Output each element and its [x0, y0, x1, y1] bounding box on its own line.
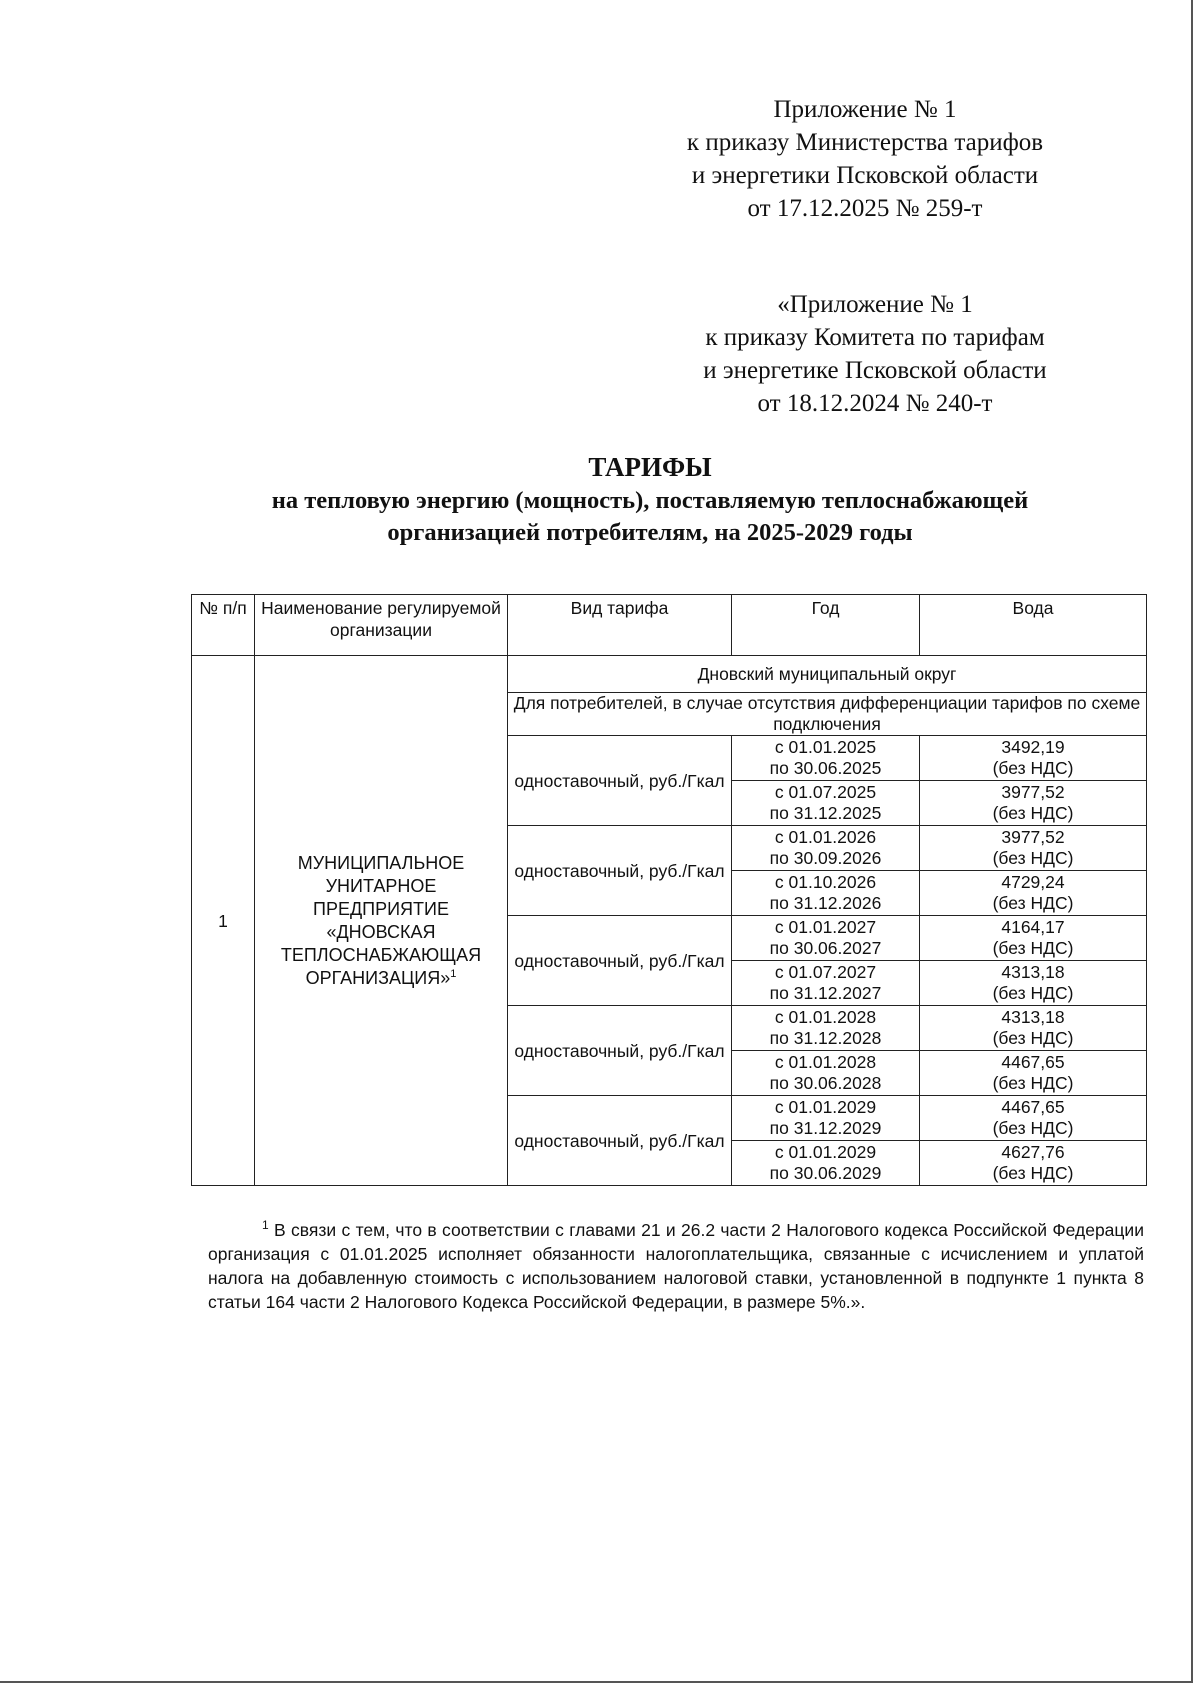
- price-vat-note: (без НДС): [992, 758, 1074, 778]
- header-water: Вода: [920, 595, 1147, 656]
- annex-previous-line: от 18.12.2024 № 240-т: [757, 390, 993, 417]
- price-vat-note: (без НДС): [992, 938, 1074, 958]
- price-cell: [920, 1096, 1147, 1141]
- period-from: с 01.01.2029: [774, 1097, 877, 1117]
- price-vat-note: (без НДС): [992, 803, 1074, 823]
- annex-current-line: Приложение № 1: [773, 96, 957, 123]
- period-to: по 31.12.2025: [769, 803, 882, 823]
- subtitle-line: на тепловую энергию (мощность), поставляемую теплоснабжающей: [271, 487, 1029, 514]
- district-row: [192, 656, 1147, 693]
- price-value: 3977,52: [1001, 827, 1065, 847]
- tariff-type: одноставочный, руб./Гкал: [508, 736, 732, 826]
- period-cell: [732, 1051, 920, 1096]
- price-cell: [920, 1141, 1147, 1186]
- annex-previous-reference: [665, 288, 1085, 420]
- price-cell: [920, 1051, 1147, 1096]
- period-cell: [732, 916, 920, 961]
- period-cell: [732, 961, 920, 1006]
- period-cell: [732, 1141, 920, 1186]
- period-cell: [732, 781, 920, 826]
- subtitle-line: организацией потребителям, на 2025-2029 годы: [387, 519, 913, 546]
- price-value: 4313,18: [1001, 962, 1065, 982]
- header-number: № п/п: [192, 595, 255, 656]
- document-subtitle: [150, 485, 1150, 549]
- period-to: по 30.09.2026: [769, 848, 882, 868]
- period-from: с 01.01.2027: [774, 917, 877, 937]
- price-cell: [920, 826, 1147, 871]
- price-value: 3977,52: [1001, 782, 1065, 802]
- price-vat-note: (без НДС): [992, 893, 1074, 913]
- period-to: по 31.12.2029: [769, 1118, 882, 1138]
- price-vat-note: (без НДС): [992, 1073, 1074, 1093]
- annex-current-line: от 17.12.2025 № 259-т: [747, 195, 983, 222]
- annex-current-line: и энергетики Псковской области: [691, 162, 1039, 189]
- tariff-table: [191, 594, 1147, 1186]
- organization-name-text: МУНИЦИПАЛЬНОЕ УНИТАРНОЕ ПРЕДПРИЯТИЕ «ДНОВСКАЯ ТЕПЛОСНАБЖАЮЩАЯ ОРГАНИЗАЦИЯ»: [280, 852, 482, 988]
- annex-previous-line: к приказу Комитета по тарифам: [705, 324, 1045, 351]
- footnote-reference: 1: [450, 967, 457, 980]
- period-cell: [732, 871, 920, 916]
- district-name: Дновский муниципальный округ: [508, 656, 1147, 693]
- price-cell: [920, 781, 1147, 826]
- header-year: Год: [732, 595, 920, 656]
- annex-previous-line: «Приложение № 1: [777, 291, 973, 318]
- price-vat-note: (без НДС): [992, 1028, 1074, 1048]
- price-value: 4467,65: [1001, 1052, 1065, 1072]
- tariff-type: одноставочный, руб./Гкал: [508, 1006, 732, 1096]
- row-number: 1: [192, 656, 255, 1186]
- period-from: с 01.01.2026: [774, 827, 877, 847]
- price-vat-note: (без НДС): [992, 983, 1074, 1003]
- period-to: по 30.06.2028: [769, 1073, 882, 1093]
- table-header-row: [192, 595, 1147, 656]
- price-value: 4627,76: [1001, 1142, 1065, 1162]
- period-from: с 01.07.2027: [774, 962, 877, 982]
- period-from: с 01.07.2025: [774, 782, 877, 802]
- period-cell: [732, 826, 920, 871]
- price-cell: [920, 736, 1147, 781]
- period-from: с 01.01.2028: [774, 1052, 877, 1072]
- period-to: по 31.12.2027: [769, 983, 882, 1003]
- price-vat-note: (без НДС): [992, 1163, 1074, 1183]
- period-to: по 30.06.2029: [769, 1163, 882, 1183]
- price-value: 3492,19: [1001, 737, 1065, 757]
- annex-previous-line: и энергетике Псковской области: [703, 357, 1047, 384]
- period-cell: [732, 1006, 920, 1051]
- footnote-text: В связи с тем, что в соответствии с главами 21 и 26.2 части 2 Налогового кодекса Российской Федерации организация с 01.01.2025 исполняет обязанности налогоплательщика, связанные с исчислением и уплатой налога на добавленную стоимость с использованием налоговой ставки, установленной в подпункте 1 пункта 8 статьи 164 части 2 Налогового Кодекса Российской Федерации, в размере 5%.».: [208, 1220, 1144, 1312]
- organization-name: [255, 656, 508, 1186]
- price-cell: [920, 1006, 1147, 1051]
- price-vat-note: (без НДС): [992, 848, 1074, 868]
- period-to: по 30.06.2025: [769, 758, 882, 778]
- price-cell: [920, 961, 1147, 1006]
- period-from: с 01.01.2028: [774, 1007, 877, 1027]
- period-from: с 01.01.2025: [774, 737, 877, 757]
- period-from: с 01.01.2029: [774, 1142, 877, 1162]
- tariff-type: одноставочный, руб./Гкал: [508, 916, 732, 1006]
- price-value: 4164,17: [1001, 917, 1065, 937]
- tariff-type: одноставочный, руб./Гкал: [508, 826, 732, 916]
- period-from: с 01.10.2026: [774, 872, 877, 892]
- price-value: 4313,18: [1001, 1007, 1065, 1027]
- period-cell: [732, 736, 920, 781]
- footnote-mark: 1: [262, 1218, 269, 1233]
- tariff-type: одноставочный, руб./Гкал: [508, 1096, 732, 1186]
- header-organization: Наименование регулируемой организации: [255, 595, 508, 656]
- header-tariff-type: Вид тарифа: [508, 595, 732, 656]
- period-to: по 30.06.2027: [769, 938, 882, 958]
- annex-current-line: к приказу Министерства тарифов: [686, 129, 1044, 156]
- price-cell: [920, 871, 1147, 916]
- price-value: 4467,65: [1001, 1097, 1065, 1117]
- document-title: ТАРИФЫ: [588, 452, 712, 482]
- annex-current-reference: [640, 93, 1090, 225]
- footnote: [208, 1218, 1144, 1314]
- period-to: по 31.12.2026: [769, 893, 882, 913]
- price-cell: [920, 916, 1147, 961]
- price-vat-note: (без НДС): [992, 1118, 1074, 1138]
- consumer-group: Для потребителей, в случае отсутствия дифференциации тарифов по схеме подключения: [508, 693, 1147, 736]
- period-cell: [732, 1096, 920, 1141]
- price-value: 4729,24: [1001, 872, 1065, 892]
- period-to: по 31.12.2028: [769, 1028, 882, 1048]
